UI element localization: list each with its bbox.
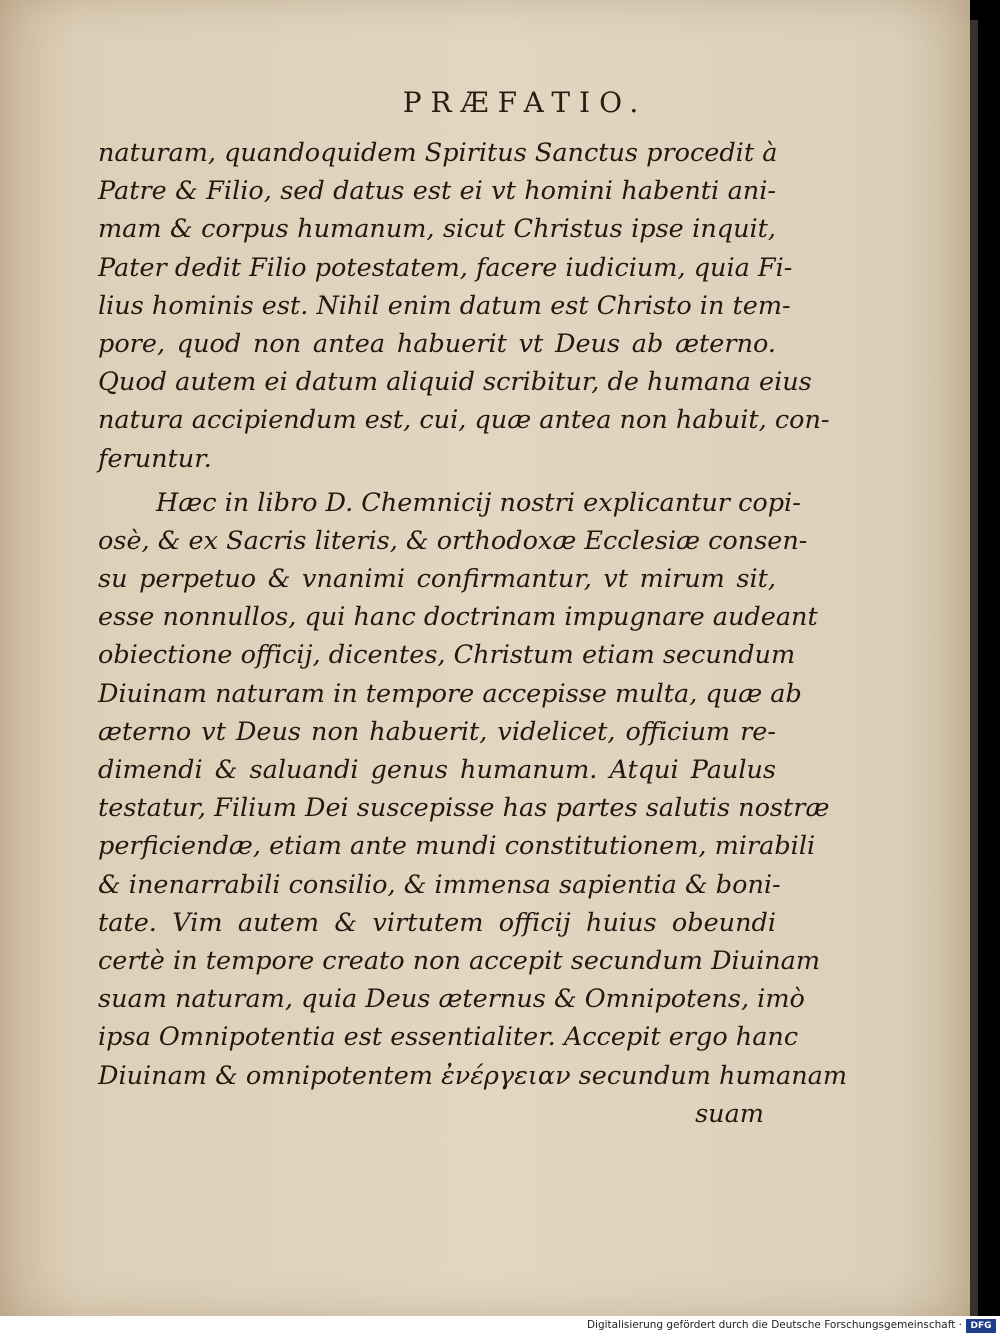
text-line: natura accipiendum est, cui, quæ antea non habuit, con- — [98, 405, 830, 436]
paragraph-end-line: feruntur. — [98, 443, 212, 474]
paragraph-start-line: Hæc in libro D. Chemnicij nostri explicantur copi- — [156, 487, 801, 518]
running-head: PRÆFATIO. — [402, 86, 648, 119]
funding-credit: Digitalisierung gefördert durch die Deutsche Forschungsgemeinschaft · — [586, 1319, 962, 1331]
text-line: ipsa Omnipotentia est essentialiter. Accepit ergo hanc — [98, 1022, 799, 1053]
body-text — [98, 134, 848, 1133]
text-line: Pater dedit Filio potestatem, facere iudicium, quia Fi- — [98, 252, 793, 283]
text-line: tate. Vim autem & virtutem officij huius obeundi — [98, 907, 776, 938]
text-line: lius hominis est. Nihil enim datum est Christo in tem- — [98, 290, 791, 321]
text-line: testatur, Filium Dei suscepisse has partes salutis nostræ — [98, 793, 830, 824]
text-line: suam naturam, quia Deus æternus & Omnipotens, imò — [98, 984, 805, 1015]
text-line: mam & corpus humanum, sicut Christus ipse inquit, — [98, 214, 776, 245]
text-line: & inenarrabili consilio, & immensa sapientia & boni- — [98, 869, 781, 900]
text-line: perficiendæ, etiam ante mundi constitutionem, mirabili — [98, 831, 816, 862]
text-line: naturam, quandoquidem Spiritus Sanctus procedit à — [98, 138, 778, 168]
catchword: suam — [695, 1098, 764, 1129]
text-line: Patre & Filio, sed datus est ei vt homini habenti ani- — [98, 176, 776, 207]
text-line: certè in tempore creato non accepit secundum Diuinam — [98, 945, 821, 976]
text-line: Quod autem ei datum aliquid scribitur, de humana eius — [98, 367, 812, 398]
text-line: æterno vt Deus non habuerit, videlicet, officium re- — [98, 716, 776, 747]
dfg-logo: DFG — [966, 1319, 996, 1333]
text-line: osè, & ex Sacris literis, & orthodoxæ Ecclesiæ consen- — [98, 525, 808, 556]
text-line: Diuinam naturam in tempore accepisse multa, quæ ab — [98, 678, 802, 709]
text-line: dimendi & saluandi genus humanum. Atqui Paulus — [98, 755, 776, 785]
digitization-footer — [0, 1316, 1000, 1336]
text-line: pore, quod non antea habuerit vt Deus ab æterno. — [98, 328, 776, 359]
text-line: su perpetuo & vnanimi confirmantur, vt mirum sit, — [98, 564, 776, 595]
text-line: esse nonnullos, qui hanc doctrinam impugnare audeant — [98, 602, 818, 633]
page-edge-shadow — [970, 20, 978, 1316]
text-line: Diuinam & omnipotentem ἐνέργειαν secundum humanam — [98, 1060, 848, 1091]
text-line: obiectione officij, dicentes, Christum etiam secundum — [98, 640, 796, 671]
